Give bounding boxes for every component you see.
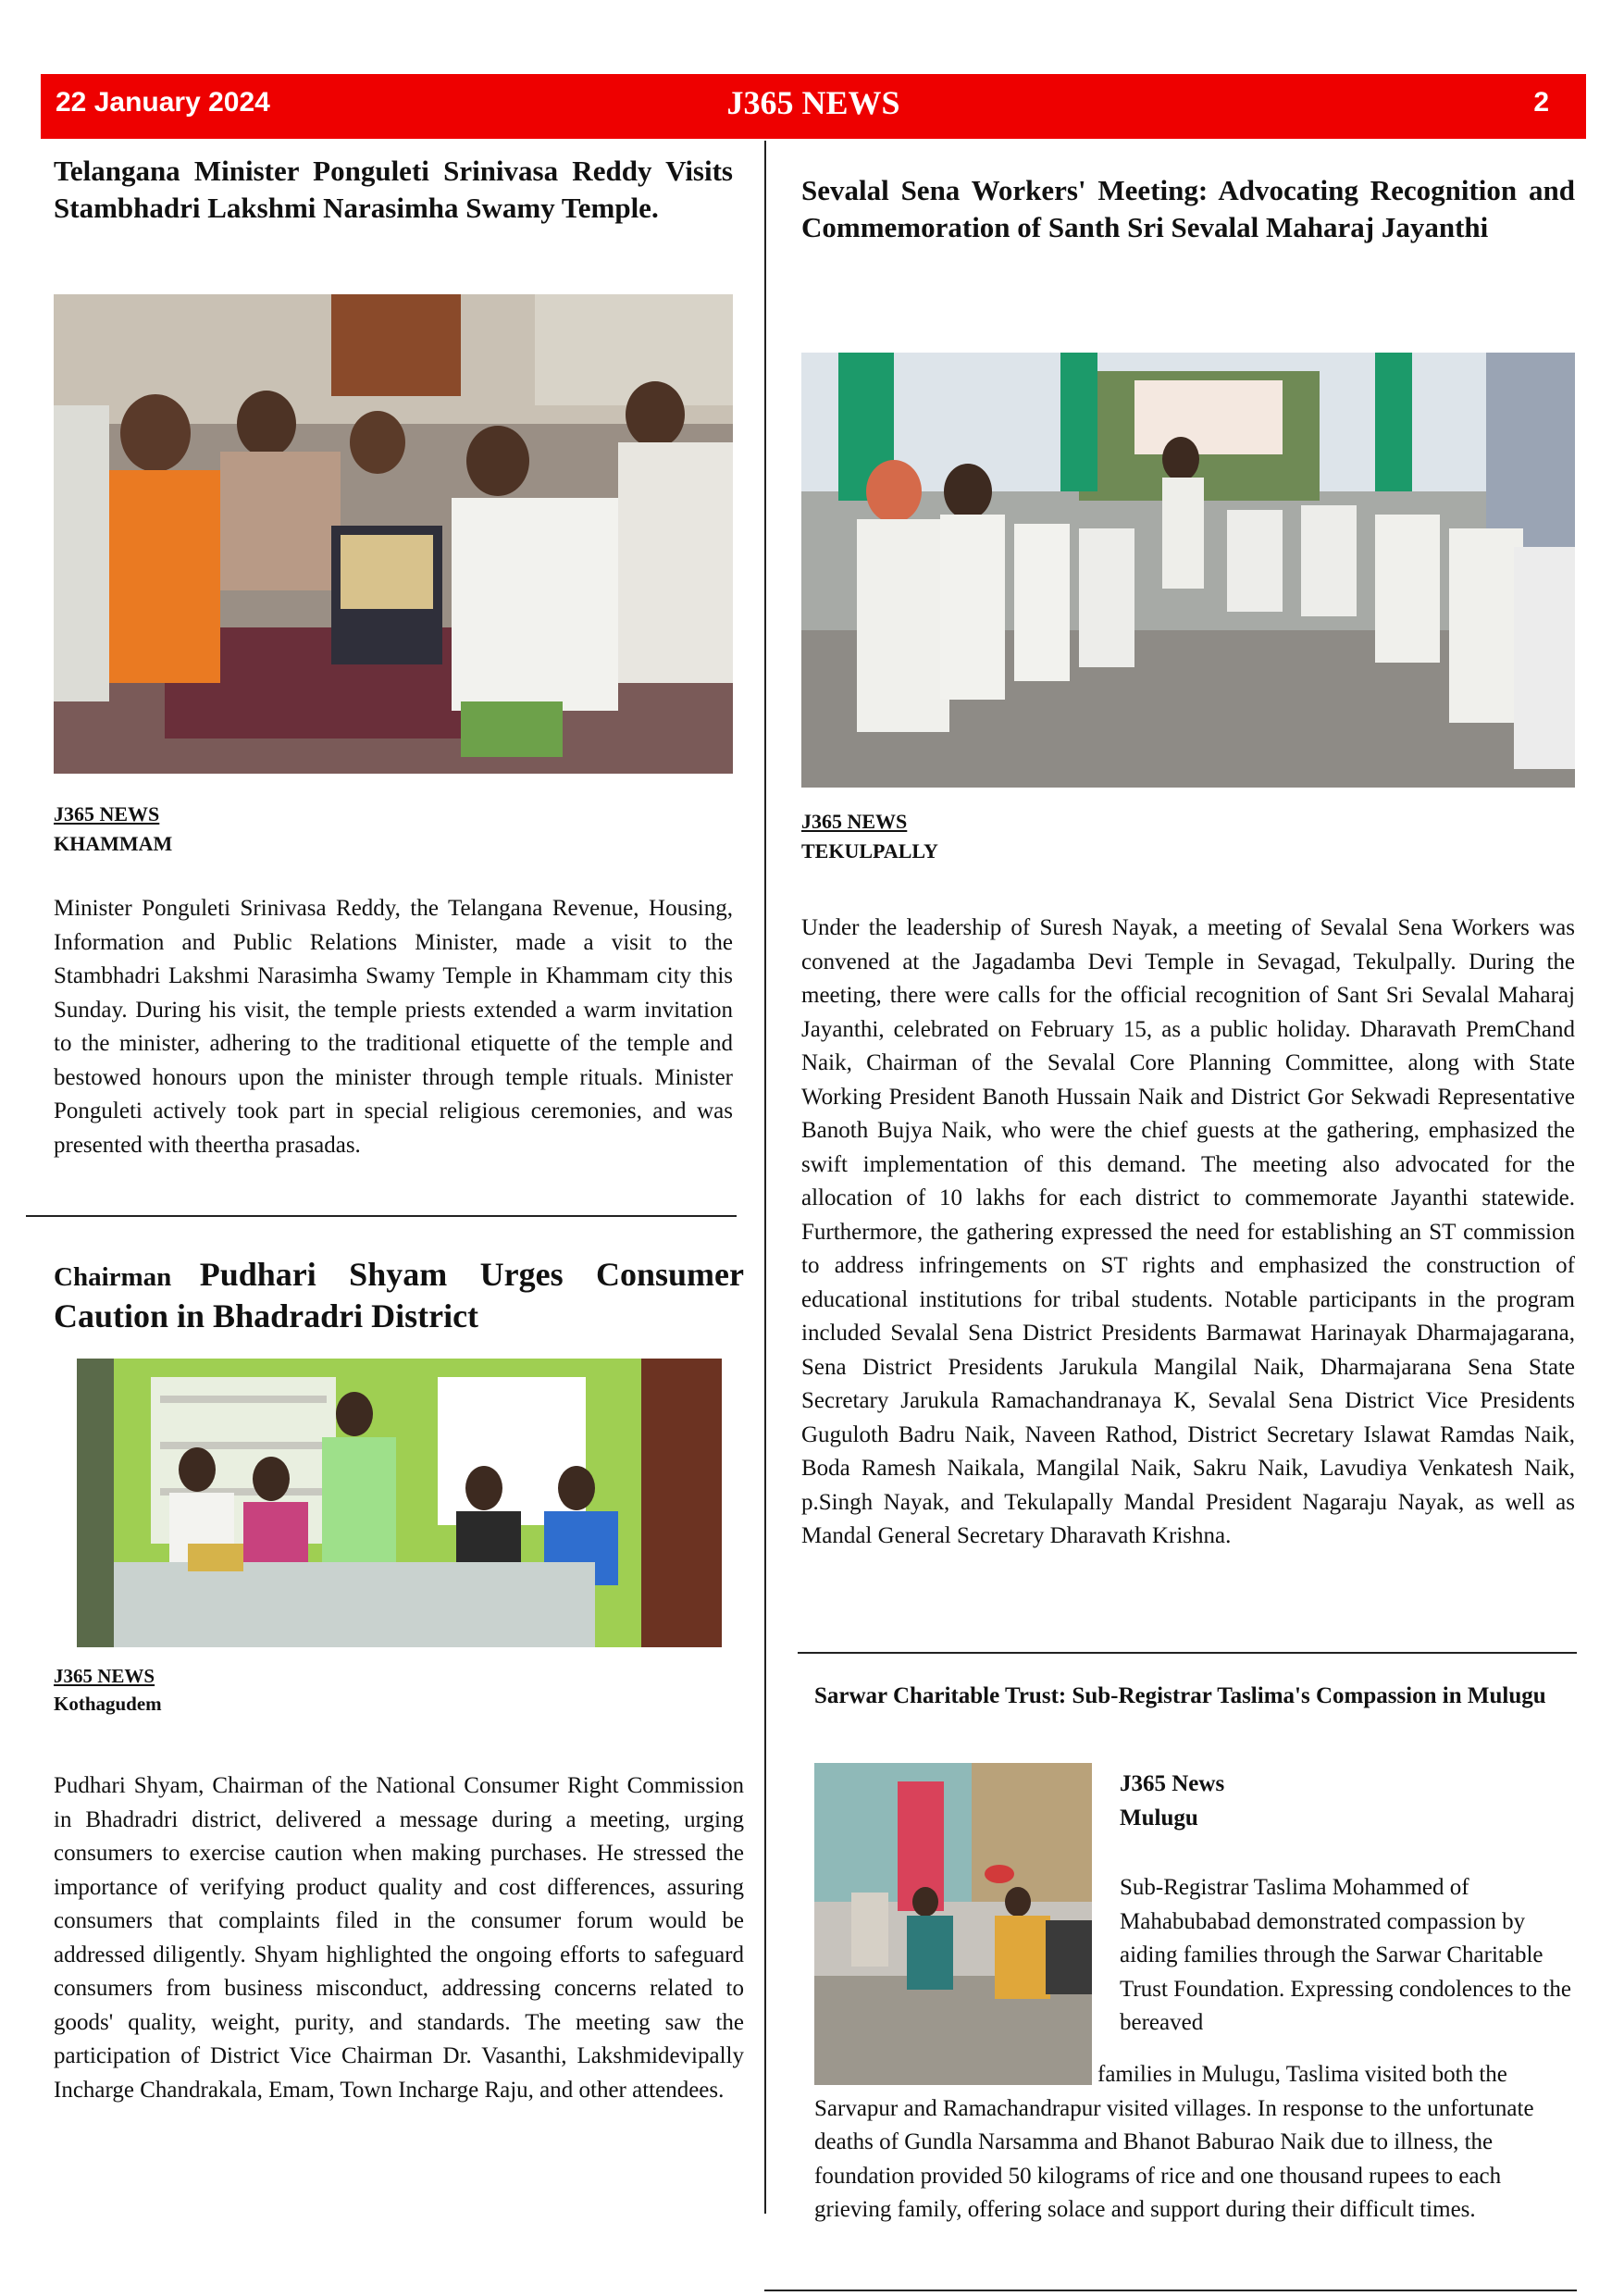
sevalal-sena-body: Under the leadership of Suresh Nayak, a meeting of Sevalal Sena Workers was convened at the Jagadamba Devi Temple in Sevagad, Tekulpally. During the meeting, there were calls for the official recognition of Sant Sri Sevalal Maharaj Jayanthi, celebrated on February 15, as a public holiday. Dharavath PremChand Naik, Chairman of the Sevalal Core Planning Committee, along with State Working President Banoth Hussain Naik and District Gor Sekwadi Representative Banoth Bujya Naik, who were the chief guests at the gathering, emphasized the swift implementation of this demand. The meeting also advocated for the allocation of 10 lakhs for each district to commemorate Jayanthi statewide. Furthermore, the gathering expressed the need for establishing an ST commission to address infringements on ST rights and emphasized the construction of educational institutions for tribal students. Notable participants in the program included Sevalal Sena District Presidents Barmawat Harinayak Dharmajagarana, Sena District Presidents Jarukula Mangilal Naik, Dharmajarana Sena State Secretary Jarukula Ramachandranaya K, Sevalal Sena District Vice Presidents Guguloth Badru Naik, Naveen Rathod, District Secretary Islawat Ramdas Naik, Boda Ramesh Naikala, Mangilal Naik, Sakru Naik, Lavudiya Venkatesh Naik, p.Singh Nayak, and Tekulapally Mandal President Nagaraju Nayak, as well as Mandal General Secretary Dharavath Krishna. bbox=[801, 915, 1575, 1548]
sarwar-trust-headline: Sarwar Charitable Trust: Sub-Registrar Taslima's Compassion in Mulugu bbox=[814, 1683, 1546, 1708]
consumer-caution-photo bbox=[77, 1359, 722, 1647]
sevalal-sena-headline: Sevalal Sena Workers' Meeting: Advocating Recognition and Commemoration of Santh Sri Sevalal Maharaj Jayanthi bbox=[801, 174, 1575, 243]
temple-visit-body: Minister Ponguleti Srinivasa Reddy, the Telangana Revenue, Housing, Information and Public Relations Minister, made a visit to the Stambhadri Lakshmi Narasimha Swamy Temple in Khammam city this Sunday. During his visit, the temple priests extended a warm invitation to the minister, adhering to the traditional etiquette of the temple and bestowed honours upon the minister through temple rituals. Minister Ponguleti actively took part in special religious ceremonies, and was presented with theertha prasadas. bbox=[54, 896, 733, 1158]
column-divider bbox=[764, 141, 766, 2214]
consumer-caution-body: Pudhari Shyam, Chairman of the National Consumer Right Commission in Bhadradri district, delivered a message during a meeting, urging consumers to exercise caution when making purchases. He stressed the importance of verifying product quality and cost differences, assuring consumers that complaints filed in the consumer forum would be addressed diligently. Shyam highlighted the ongoing efforts to safeguard consumers from business misconduct, addressing concerns related to goods' quality, weight, purity, and standards. The meeting saw the participation of District Vice Chairman Dr. Vasanthi, Lakshmidevipally Incharge Chandrakala, Emam, Town Incharge Raju, and other attendees. bbox=[54, 1773, 744, 2103]
sarwar-trust-photo bbox=[814, 1763, 1092, 2085]
sarwar-trust-body-full: families in Mulugu, Taslima visited both the Sarvapur and Ramachandrapur visited villages. In response to the unfortunate deaths of Gundla Narsamma and Bhanot Baburao Naik due to illness, the foundation provided 50 kilograms of rice and one thousand rupees to each grieving family, offering solace and support during their difficult times. bbox=[814, 2062, 1534, 2222]
article-divider-left bbox=[26, 1215, 737, 1217]
sarwar-trust-byline bbox=[1120, 1768, 1573, 1835]
temple-visit-location: KHAMMAM bbox=[54, 831, 173, 855]
page-number: 2 bbox=[1533, 87, 1549, 118]
consumer-caution-headline-main: Pudhari Shyam Urges Consumer Caution in Bhadradri District bbox=[54, 1256, 744, 1334]
sevalal-sena-location: TEKULPALLY bbox=[801, 838, 938, 863]
page-bottom-rule bbox=[764, 2290, 1577, 2291]
newspaper-title: J365 NEWS bbox=[726, 84, 900, 121]
temple-visit-headline: Telangana Minister Ponguleti Srinivasa Reddy Visits Stambhadri Lakshmi Narasimha Swamy Temple. bbox=[54, 155, 733, 224]
consumer-caution-headline-lead: Chairman bbox=[54, 1262, 172, 1292]
article-divider-right bbox=[798, 1652, 1577, 1654]
sarwar-trust-location: Mulugu bbox=[1120, 1805, 1198, 1831]
consumer-caution-source: J365 NEWS bbox=[54, 1665, 155, 1687]
sarwar-trust-source: J365 News bbox=[1120, 1771, 1225, 1796]
temple-visit-photo bbox=[54, 294, 733, 774]
sevalal-sena-photo bbox=[801, 353, 1575, 788]
masthead bbox=[41, 74, 1586, 139]
consumer-caution-byline bbox=[54, 1662, 424, 1719]
sevalal-sena-byline bbox=[801, 807, 1172, 866]
consumer-caution-headline bbox=[54, 1254, 744, 1337]
issue-date: 22 January 2024 bbox=[56, 87, 270, 118]
temple-visit-byline bbox=[54, 800, 424, 859]
consumer-caution-location: Kothagudem bbox=[54, 1693, 162, 1716]
sarwar-trust-body-side: Sub-Registrar Taslima Mohammed of Mahabubabad demonstrated compassion by aiding families through the Sarwar Charitable Trust Foundation. Expressing condolences to the bereaved bbox=[1120, 1875, 1571, 2035]
sevalal-sena-source: J365 NEWS bbox=[801, 810, 908, 833]
temple-visit-source: J365 NEWS bbox=[54, 802, 160, 825]
